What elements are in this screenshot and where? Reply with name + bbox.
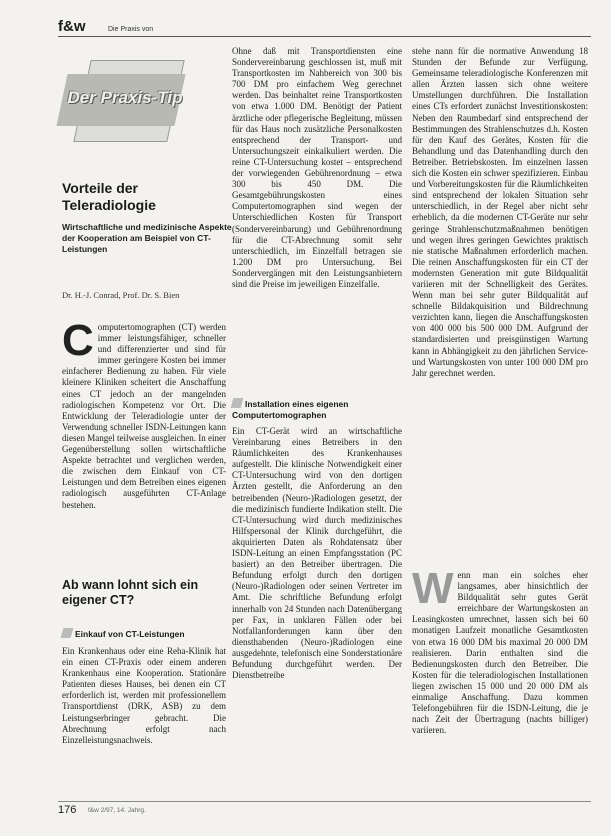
drop-cap: C [62, 322, 94, 365]
section-label: Die Praxis von [108, 26, 154, 33]
column-2-top: Ohne daß mit Transportdiensten eine Sondervereinbarung geschlossen ist, muß mit Transportkosten im Nahbereich von 300 bis 700 DM pro einfachem Weg gerechnet werden. Das beinhaltet reine Transportkosten von etwa 1.000 DM. Benötigt der Patient ärztliche oder pflegerische Begleitung, müssen für das Haus noch zusätzliche Personalkosten entsprechend der Transport- und Untersuchungszeit einkalkuliert werden. Die reine CT-Untersuchung kostet – entsprechend der vorwiegenden Gebührenordnung – etwa 300 bis 450 DM. Die Gesamtgebührungskosten eines Computertomographen sind wegen der Unterschiedlichen Kosten für Transport (Sondervereinbarung) und Gebührenordnung für die CT-Abrechnung somit sehr unterschiedlich, im Einzelfall betragen sie 1.200 DM pro Untersuchung. Bei Sondervergängen mit den Leistungsanbietern sind die Preise im jeweiligen Einzelfalle. [232, 46, 402, 289]
column-2-body: Ein CT-Gerät wird an wirtschaftliche Vereinbarung eines Betreibers in den Räumlichkeiten des Krankenhauses aufgestellt. Die klinische Notwendigkeit einer CT-Untersuchung wird von den dortigen Ärzten gestellt, die Anforderung an den betreibenden (Neuro-)Radiologen gesetzt, der die medizinisch fundierte Indikation stellt. Die CT-Untersuchung wird durch medizinisches Hilfspersonal der Klinik durchgeführt, die akquirierten Daten als Rohdatensatz über ISDN-Leitung an einen Empfangsstation (PC basiert) an den Betreiber übertragen. Die Befundung erfolgt durch den dortigen (Neuro-)Radiologen oder seinen Vertreter im Amt. Die schriftliche Befundung erfolgt innerhalb von 24 Stunden nach Datenübergang per Fax, in unklaren Fällen oder bei Notfallanforderungen kann über den diensthabenden (Neuro-)Radiologen eine ausgedehnte, telefonisch eine Sonderstationäre Befundung durchgeführt werden. Der Dienstbetreibe [232, 426, 402, 681]
section-heading: Ab wann lohnt sich ein eigener CT? [62, 578, 199, 607]
intro-text: omputertomographen (CT) werden immer leistungsfähiger, schneller und differenzierter und sind für immer geringere Kosten bei immer einfacherer Bedienung zu haben. Für viele kleinere Kliniken scheitert die Anschaffung eines CT jedoch an der mangelnden radiologischen Kompetenz vor Ort. Die Entwicklung der Teleradiologie unter der Verwendung schneller ISDN-Leitungen kann diesen Mangel teilweise ausgleichen. In einer Gegenüberstellung sollen wirtschaftliche Aspekte betrachtet und verglichen werden, die zwischen dem Einkauf von CT-Leistungen und dem Betreiben eines eigenen radiologisch ausgeführten CT-Anlage bestehen. [62, 322, 226, 510]
drop-cap-w: W [412, 570, 454, 613]
column-3-text: enn man ein solches eher langsames, aber hinsichtlich der Bildqualität sehr gutes Gerät erreichbare der Wartungskosten an Leasingkosten umrechnet, lassen sich bei 60 monatigen Laufzeit monatliche Gesamtkosten von etwa 16 000 DM bis maximal 20 000 DM realisieren. Darin enthalten sind die Bedienungskosten durch den Betreiber. Die Kosten für die teleradiologischen Installationen liegen zwischen 15 000 und 20 000 DM als einmalige Anschaffung. Dazu kommen Telefongebühren für die ISDN-Leitung, die je nach Zeit der Übertragung (nachts billiger) variieren. [412, 570, 588, 736]
article-title: Vorteile der Teleradiologie [62, 180, 156, 213]
subheading-einkauf: Einkauf von CT-Leistungen [62, 628, 226, 640]
footer-source: f&w 2/97, 14. Jahrg. [88, 807, 146, 814]
column-3-body [412, 570, 588, 796]
subhead-marker-icon [61, 628, 74, 638]
footer-rule [58, 801, 591, 802]
subhead-marker-icon [231, 398, 244, 408]
header-rule [58, 36, 591, 37]
article-authors: Dr. H.-J. Conrad, Prof. Dr. S. Bien [62, 290, 180, 300]
intro-paragraph [62, 322, 226, 574]
page-number: 176 [58, 804, 77, 816]
subheading-installation: Installation eines eigenen Computertomographen [232, 399, 349, 420]
praxis-tip-badge [62, 60, 183, 148]
column-1-body: Ein Krankenhaus oder eine Reha-Klinik hat ein einen CT-Praxis oder einem anderen Krankenhaus eine Kooperation. Stationäre Patienten dieses Hauses, bei denen ein CT erforderlich ist, werden mit professionellem Transportdienst (DRK, ASB) zu dem Leistungserbringer gebracht. Die Abrechnung erfolgt nach Einzelleistungsnachweis. [62, 646, 226, 745]
column-3-top: stehe nann für die normative Anwendung 18 Stunden der Befunde zur Verfügung. Gemeinsame teleradiologische Konferenzen mit allen Ärzten lassen sich ohne weitere Umstellungen durchführen. Die Installation eines CTs erfordert zunächst Investitionskosten: Neben den Raumbedarf sind entsprechend der Bestimmungen des Strahlenschutzes d.h. Kosten für den Kauf des Gerätes, Kosten für die Behandlung und das Datenhandling durch den Betreiber. Betriebskosten. Im einzelnen lassen sich die Kosten ein schwer spezifizieren. Einbau und Vorbereitungskosten für die Räumlichkeiten sind entsprechend der lokalen Situation sehr unterschiedlich, in der Regel aber nicht sehr erheblich, da die modernen CT-Geräte nur sehr geringe Strahlenschutzmaßnahmen benötigen und wegen ihres geringen Gewichtes praktisch nie statische Maßnahmen erforderlich machen. Die reinen Anschaffungskosten für ein CT der modernsten Generation mit gute Bildqualität variieren mit der Schnelligkeit des Gerätes. Wenn man bei sehr guter Bildqualität auf schnelle Bildakquisition und Bildrechnung verzichten kann, liegen die Anschaffungskosten von 400 000 bis 500 000 DM. Aufgrund der standardisierten und preisgünstigen Wartung kann in Abhängigkeit zu den jährlichen Service- und Wartungskosten von unter 100 000 DM pro Jahr gerechnet werden. [412, 46, 588, 378]
badge-text: Der Praxis-Tip [67, 88, 183, 107]
magazine-logo: f&w [58, 18, 86, 35]
article-subtitle: Wirtschaftliche und medizinische Aspekte der Kooperation am Beispiel von CT-Leistungen [62, 222, 232, 254]
